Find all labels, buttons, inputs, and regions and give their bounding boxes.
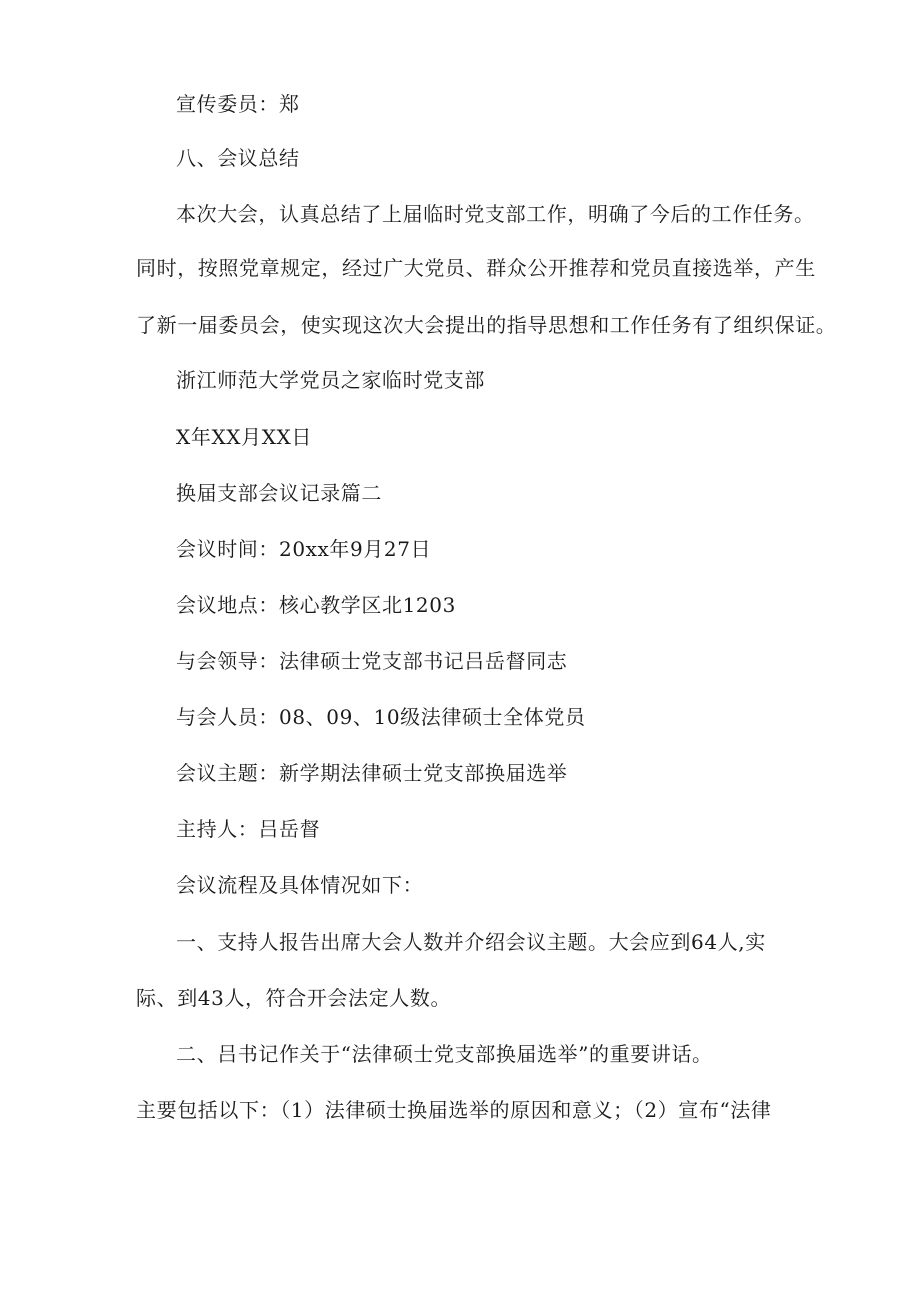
paragraph-line: 本次大会，认真总结了上届临时党支部工作，明确了今后的工作任务。 <box>176 202 815 226</box>
meeting-location: 会议地点：核心教学区北1203 <box>176 593 456 617</box>
meeting-host: 主持人：吕岳督 <box>176 817 321 841</box>
paragraph-line: 主要包括以下：（1）法律硕士换届选举的原因和意义；（2）宣布“法律 <box>136 1098 772 1122</box>
paragraph-line: 一、支持人报告出席大会人数并介绍会议主题。大会应到64人,实 <box>176 930 766 954</box>
meeting-process-heading: 会议流程及具体情况如下： <box>176 873 424 897</box>
paragraph-line: 际、到43人，符合开会法定人数。 <box>136 986 452 1010</box>
meeting-time: 会议时间：20xx年9月27日 <box>176 537 432 561</box>
signature-date: X年XX月XX日 <box>176 425 312 449</box>
section-title: 换届支部会议记录篇二 <box>176 481 382 505</box>
meeting-topic: 会议主题：新学期法律硕士党支部换届选举 <box>176 761 568 785</box>
paragraph-line: 了新一届委员会，使实现这次大会提出的指导思想和工作任务有了组织保证。 <box>136 313 837 337</box>
section-heading-summary: 八、会议总结 <box>176 146 300 170</box>
paragraph-line: 二、吕书记作关于“法律硕士党支部换届选举”的重要讲话。 <box>176 1042 713 1066</box>
meeting-attendees: 与会人员：08、09、10级法律硕士全体党员 <box>176 705 586 729</box>
meeting-leader: 与会领导：法律硕士党支部书记吕岳督同志 <box>176 649 568 673</box>
paragraph-line: 同时，按照党章规定，经过广大党员、群众公开推荐和党员直接选举，产生 <box>136 256 816 280</box>
text-line-publicity-member: 宣传委员：郑 <box>176 92 300 116</box>
organization-signature: 浙江师范大学党员之家临时党支部 <box>176 368 485 392</box>
